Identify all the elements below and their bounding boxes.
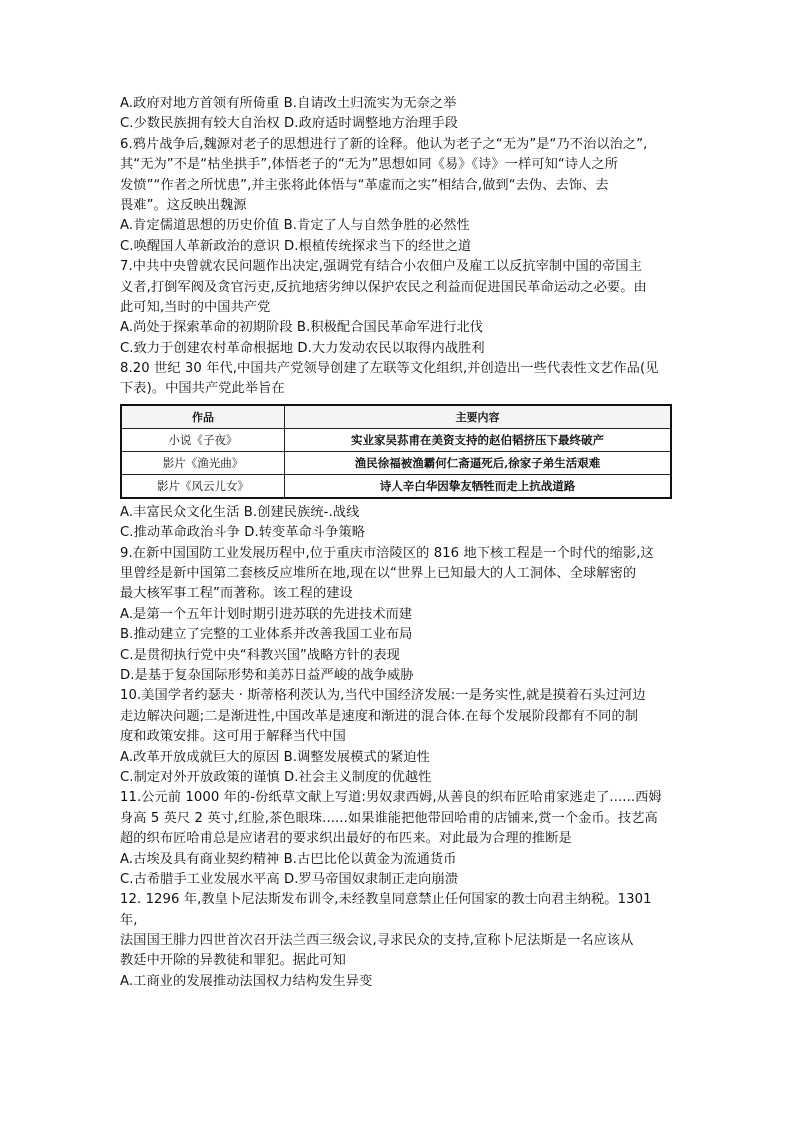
table-cell-content: 实业家吴荪甫在美资支持的赵伯韬挤压下最终破产 [285,428,672,451]
question-stem: 此可知,当时的中国共产党 [120,299,271,315]
question-stem: 度和政策安排。这可用于解释当代中国 [120,729,346,745]
question-8 [120,359,690,544]
option-line: A.是第一个五年计划时期引进苏联的先进技术而建 [120,606,413,622]
option-line: C.唤醒国人革新政治的意识 D.根植传统探求当下的经世之道 [120,238,472,254]
question-stem: 其“无为”不是“枯坐拱手”,体悟老子的“无为”思想如同《易》《诗》一样可知“诗人之所 [120,157,618,173]
option-line: C.古希腊手工业发展水平高 D.罗马帝国奴隶制正走向崩溃 [120,871,459,887]
option-line: A.政府对地方首领有所倚重 B.自请改土归流实为无奈之举 [120,96,457,111]
question-7 [120,257,690,359]
table-cell-work: 影片《渔光曲》 [121,451,285,474]
table-row [121,428,671,451]
table-cell-work: 小说《子夜》 [121,428,285,451]
question-stem: 11.公元前 1000 年的-份纸草文献上写道:男奴隶西姆,从善良的织布匠哈甫家逃走了......西姆 [120,790,662,806]
question-stem: 10.美国学者约瑟夫 · 斯蒂格利茨认为,当代中国经济发展:一是务实性,就是摸着石头过河边 [120,688,646,704]
question-stem: 教廷中开除的异教徒和罪犯。据此可知 [120,953,346,969]
table-row [121,474,671,498]
option-line: A.肯定儒道思想的历史价值 B.肯定了人与自然争胜的必然性 [120,218,470,234]
option-line: C.是贯彻执行党中央“科教兴国”战略方针的表现 [120,647,400,663]
table-cell-content: 诗人辛白华因挚友牺牲而走上抗战道路 [285,474,672,498]
table-header-row [121,405,671,429]
question-stem: 9.在新中国国防工业发展历程中,位于重庆市涪陵区的 816 地下核工程是一个时代的缩影,这 [120,545,654,561]
question-stem: 里曾经是新中国第二套核反应堆所在地,现在以“世界上已知最大的人工洞体、全球解密的 [120,566,637,582]
works-table [120,404,672,499]
option-line: B.推动建立了完整的工业体系并改善我国工业布局 [120,627,413,643]
question-stem: 超的织布匠哈甫总是应诸君的要求织出最好的布匹来。对此最为合理的推断是 [120,831,572,847]
option-line: D.是基于复杂国际形势和美苏日益严峻的战争威胁 [120,667,414,683]
exam-page [120,94,690,992]
question-stem: 最大核军事工程”而著称。该工程的建设 [120,586,353,602]
question-stem: 下表)。中国共产党此举旨在 [120,381,285,397]
table-cell-content: 渔民徐福被渔霸何仁斋逼死后,徐家子弟生活艰难 [285,451,672,474]
option-line: A.尚处于探索革命的初期阶段 B.积极配合国民革命军进行北伐 [120,320,484,336]
table-cell-work: 影片《风云儿女》 [121,474,285,498]
option-line: A.工商业的发展推动法国权力结构发生异变 [120,973,373,989]
question-10 [120,686,690,788]
question-stem: 畏难”。这反映出魏源 [120,197,247,213]
question-6 [120,135,690,257]
table-header: 作品 [121,405,285,429]
option-line: C.推动革命政治斗争 D.转变革命斗争策略 [120,525,366,541]
question-stem: 义者,打倒军阀及贪官污吏,反抗地痞劣绅以保护农民之利益而促进国民革命运动之必要。由 [120,279,647,295]
option-line: A.古埃及具有商业契约精神 B.古巴比伦以黄金为流通货币 [120,851,457,867]
question-stem: 身高 5 英尺 2 英寸,红脸,茶色眼珠......如果谁能把他带回哈甫的店铺来,赏一个金币。技艺高 [120,810,658,826]
options-q5 [120,94,690,135]
option-line: A.改革开放成就巨大的原因 B.调整发展模式的紧迫性 [120,749,430,765]
question-stem: 年, [120,912,138,928]
table-row [121,451,671,474]
option-line: C.制定对外开放政策的谨慎 D.社会主义制度的优越性 [120,769,432,785]
option-line: C.少数民族拥有较大自治权 D.政府适时调整地方治理手段 [120,116,459,132]
option-line: A.丰富民众文化生活 B.创建民族统-.战线 [120,504,360,520]
question-stem: 走边解决问题;二是渐进性,中国改革是速度和渐进的混合体.在每个发展阶段都有不同的制 [120,708,639,724]
question-12 [120,890,690,992]
question-stem: 法国国王腓力四世首次召开法兰西三级会议,寻求民众的支持,宣称卜尼法斯是一名应该从 [120,933,634,949]
question-stem: 7.中共中央曾就农民问题作出决定,强调党有结合小农佃户及雇工以反抗宰制中国的帝国主 [120,259,642,275]
question-9 [120,544,690,687]
question-stem: 6.鸦片战争后,魏源对老子的思想进行了新的诠释。他认为老子之“无为”是“乃不治以治之”, [120,136,648,152]
question-stem: 发愤”“作者之所忧患”,并主张将此体悟与“革虚而之实”相结合,做到“去伪、去饰、去 [120,177,609,193]
question-stem: 12. 1296 年,教皇卜尼法斯发布训令,未经教皇同意禁止任何国家的教士向君主纳税。1301 [120,892,652,908]
question-11 [120,788,690,890]
question-stem: 8.20 世纪 30 年代,中国共产党领导创建了左联等文化组织,并创造出一些代表性文艺作品(见 [120,361,659,377]
table-header: 主要内容 [285,405,672,429]
option-line: C.致力于创建农村革命根据地 D.大力发动农民以取得内战胜利 [120,340,485,356]
